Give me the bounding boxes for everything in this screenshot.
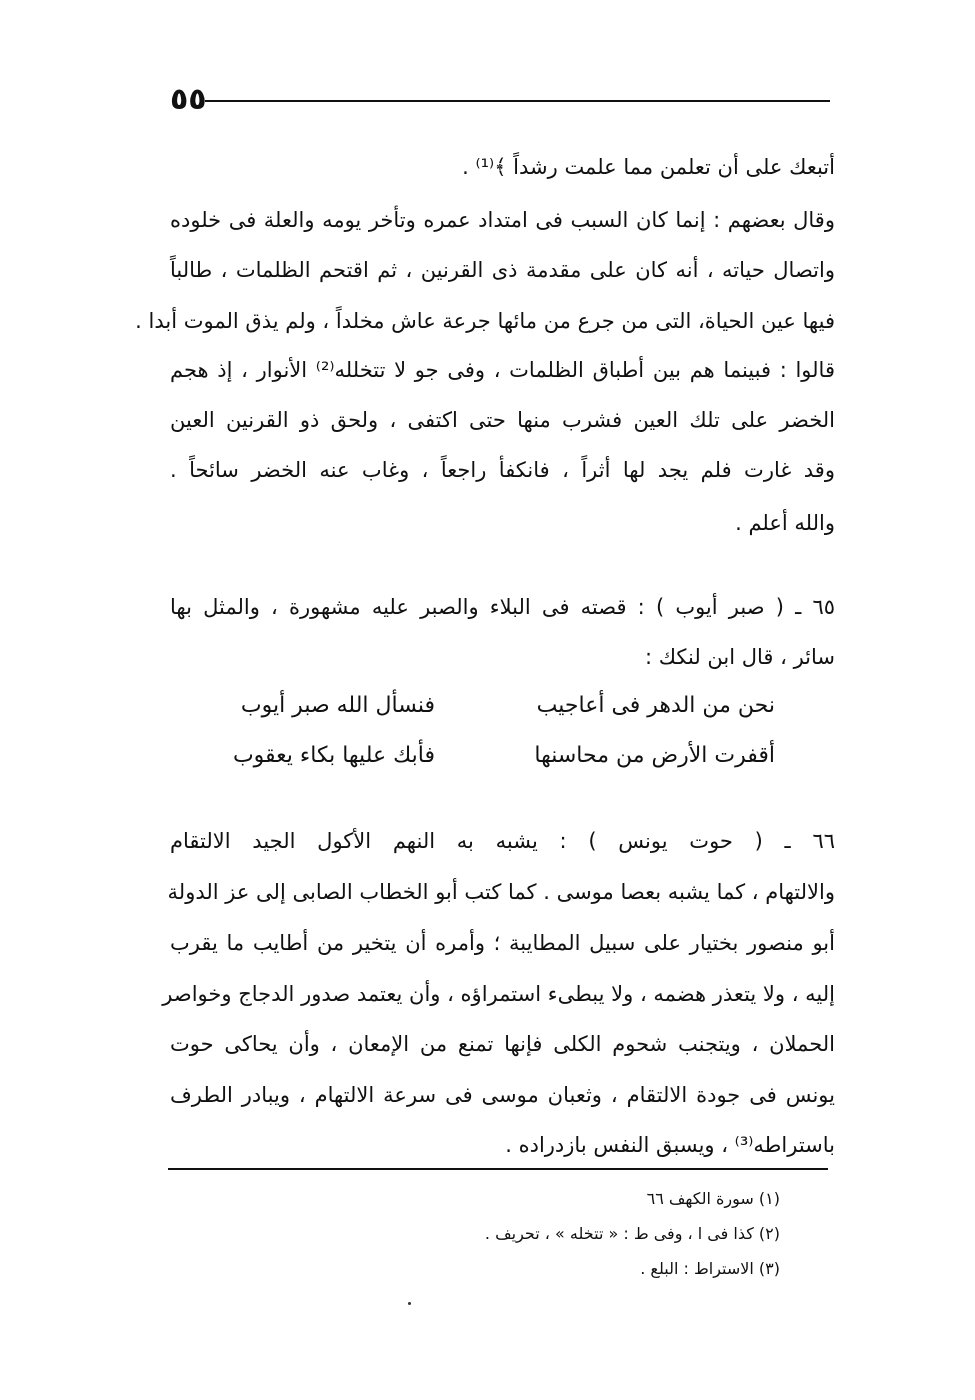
text-line: والله أعلم .: [735, 511, 835, 535]
footnote-2: (٢) كذا فى ا ، وفى ط : « تتخله » ، تحريف .: [484, 1224, 780, 1243]
text-line: الخضر على تلك العين فشرب منها حتى اكتفى ، ولحق ذو القرنين العين: [170, 408, 835, 432]
text-line: باستراطه⁽³⁾ ، ويسبق النفس بازدراده .: [505, 1133, 835, 1157]
text-line: أتبعك على أن تعلمن مما علمت رشداً ﴾⁽¹⁾ .: [462, 155, 835, 179]
page-number: ٥٥: [170, 82, 207, 117]
section-66-heading-line: ٦٦ ـ ( حوت يونس ) : يشبه به النهم الأكول الجيد الالتقام: [170, 829, 835, 853]
footnote-rule: [168, 1168, 828, 1170]
text-line: واتصال حياته ، أنه كان على مقدمة ذى القرنين ، ثم اقتحم الظلمات ، طالباً: [170, 258, 835, 282]
verse-hemistich-left: فأبك عليها بكاء يعقوب: [232, 743, 435, 768]
footnote-3: (٣) الاستراط : البلع .: [640, 1259, 780, 1278]
text-line: فيها عين الحياة، التى من جرع من مائها جرعة عاش مخلداً ، ولم يذق الموت أبدا .: [135, 309, 835, 333]
footnote-1: (١) سورة الكهف ٦٦: [646, 1189, 780, 1208]
verse-hemistich-right: نحن من الدهر فى أعاجيب: [536, 693, 775, 718]
text-line: إليه ، ولا يتعذر هضمه ، ولا يبطىء استمراؤه ، وأن يعتمد صدور الدجاج وخواصر: [162, 982, 835, 1006]
section-65-heading-line: ٦٥ ـ ( صبر أيوب ) : قصته فى البلاء والصبر عليه مشهورة ، والمثل بها: [170, 595, 835, 619]
text-line: وقد غارت فلم يجد لها أثراً ، فانكفأ راجعاً ، وغاب عنه الخضر سائحاً .: [170, 458, 835, 482]
text-line: والالتهام ، كما يشبه بعصا موسى . كما كتب أبو الخطاب الصابى إلى عز الدولة: [167, 880, 835, 904]
header-rule: [205, 100, 830, 102]
text-line: الحملان ، ويتجنب شحوم الكلى فإنها تمنع من الإمعان ، وأن يحاكى حوت: [170, 1032, 835, 1056]
text-line: سائر ، قال ابن لنكك :: [644, 645, 835, 669]
text-line: وقال بعضهم : إنما كان السبب فى امتداد عمره وتأخر يومه والعلة فى خلوده: [170, 208, 835, 232]
text-line: قالوا : فبينما هم بين أطباق الظلمات ، وفى جو لا تتخلله⁽²⁾ الأنوار ، إذ هجم: [170, 358, 835, 382]
ink-speck: [408, 1302, 411, 1305]
text-line: أبو منصور بختيار على سبيل المطايبة ؛ وأمره أن يتخير من أطايب ما يقرب: [170, 931, 835, 955]
verse-hemistich-left: فنسأل الله صبر أيوب: [240, 693, 435, 718]
text-line: يونس فى جودة الالتقام ، وثعبان موسى فى سرعة الالتهام ، ويبادر الطرف: [170, 1083, 835, 1107]
verse-hemistich-right: أقفرت الأرض من محاسنها: [534, 743, 775, 768]
